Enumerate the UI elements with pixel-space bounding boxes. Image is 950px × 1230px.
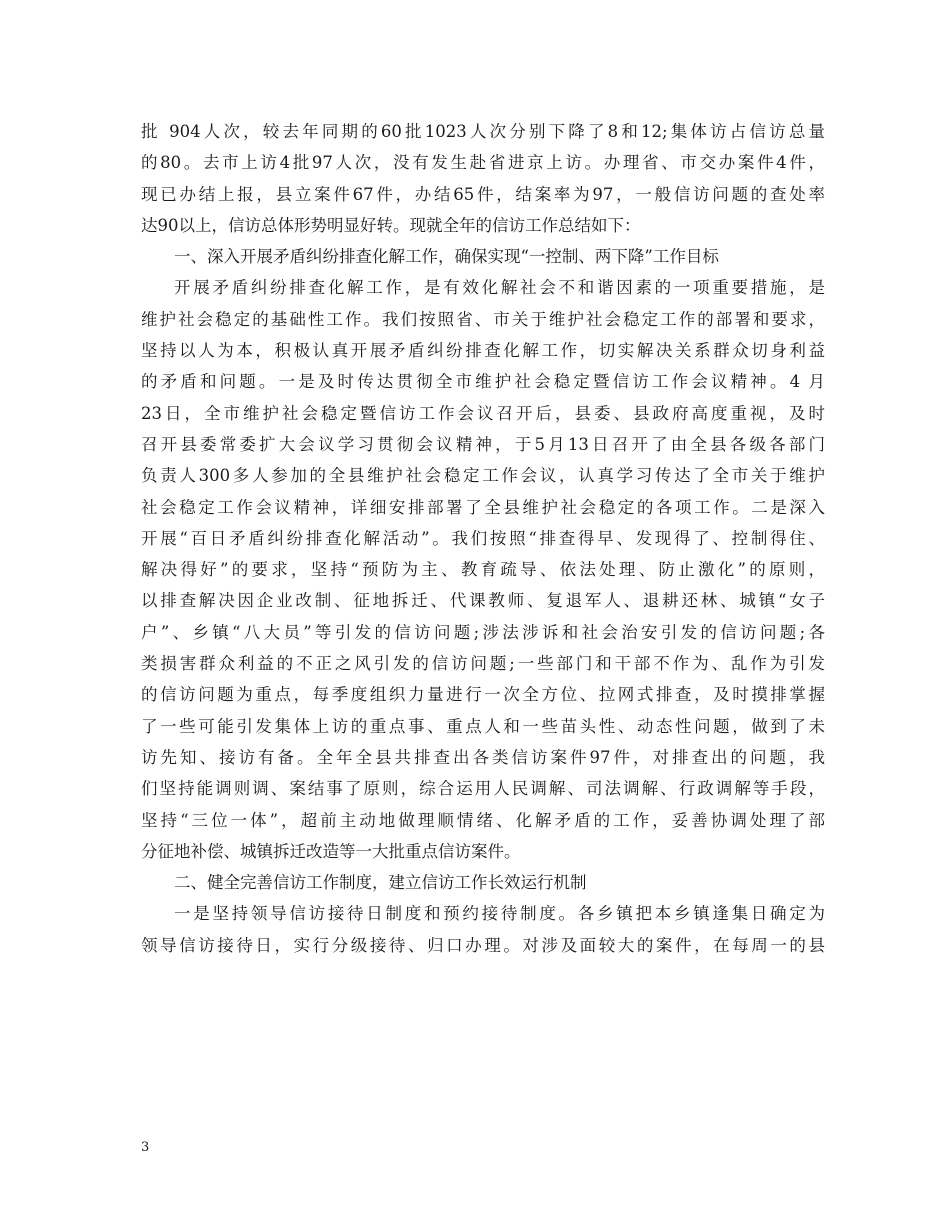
text-line: 现已办结上报，县立案件67件，办结65件，结案率为97，一般信访问题的查处率 xyxy=(141,184,825,204)
text-line: 开展“百日矛盾纠纷排查化解活动”。我们按照“排查得早、发现得了、控制得住、 xyxy=(141,528,825,548)
text-line: 23日，全市维护社会稳定暨信访工作会议召开后，县委、县政府高度重视，及时 xyxy=(141,403,825,423)
text-line: 坚持“三位一体”，超前主动地做理顺情绪、化解矛盾的工作，妥善协调处理了部 xyxy=(141,810,825,830)
text-line: 访先知、接访有备。全年全县共排查出各类信访案件97件，对排查出的问题，我 xyxy=(141,747,825,767)
text-line: 负责人300多人参加的全县维护社会稳定工作会议，认真学习传达了全市关于维护 xyxy=(141,466,825,486)
text-line: 坚持以人为本，积极认真开展矛盾纠纷排查化解工作，切实解决关系群众切身利益 xyxy=(141,341,825,361)
text-line: 的80。去市上访4批97人次，没有发生赴省进京上访。办理省、市交办案件4件， xyxy=(141,153,825,173)
text-line: 批 904人次，较去年同期的60批1023人次分别下降了8和12;集体访占信访总量 xyxy=(141,122,825,141)
text-line: 解决得好”的要求，坚持“预防为主、教育疏导、依法处理、防止激化”的原则， xyxy=(141,560,825,580)
text-line: 维护社会稳定的基础性工作。我们按照省、市关于维护社会稳定工作的部署和要求， xyxy=(141,309,825,329)
text-line: 类损害群众利益的不正之风引发的信访问题;一些部门和干部不作为、乱作为引发 xyxy=(141,654,825,674)
text-line: 分征地补偿、城镇拆迁改造等一大批重点信访案件。 xyxy=(141,841,521,861)
document-body xyxy=(141,116,825,961)
text-line: 开展矛盾纠纷排查化解工作，是有效化解社会不和谐因素的一项重要措施，是 xyxy=(174,278,825,298)
text-line: 召开县委常委扩大会议学习贯彻会议精神，于5月13日召开了由全县各级各部门 xyxy=(141,434,825,454)
text-line: 二、健全完善信访工作制度，建立信访工作长效运行机制 xyxy=(174,873,587,893)
text-line: 领导信访接待日，实行分级接待、归口办理。对涉及面较大的案件，在每周一的县 xyxy=(141,935,825,955)
text-line: 户”、乡镇“八大员”等引发的信访问题;涉法涉诉和社会治安引发的信访问题;各 xyxy=(141,622,825,642)
text-line: 达90以上，信访总体形势明显好转。现就全年的信访工作总结如下： xyxy=(141,215,641,235)
text-line: 社会稳定工作会议精神，详细安排部署了全县维护社会稳定的各项工作。二是深入 xyxy=(141,497,825,517)
page-number: 3 xyxy=(141,1140,150,1155)
text-line: 一、深入开展矛盾纠纷排查化解工作，确保实现“一控制、两下降”工作目标 xyxy=(174,247,719,267)
text-line: 一是坚持领导信访接待日制度和预约接待制度。各乡镇把本乡镇逢集日确定为 xyxy=(174,904,825,924)
text-line: 们坚持能调则调、案结事了原则，综合运用人民调解、司法调解、行政调解等手段， xyxy=(141,779,825,799)
text-line: 的信访问题为重点，每季度组织力量进行一次全方位、拉网式排查，及时摸排掌握 xyxy=(141,685,825,705)
text-line: 的矛盾和问题。一是及时传达贯彻全市维护社会稳定暨信访工作会议精神。4 月 xyxy=(141,372,825,392)
text-line: 以排查解决因企业改制、征地拆迁、代课教师、复退军人、退耕还林、城镇“女子 xyxy=(141,591,825,611)
text-line: 了一些可能引发集体上访的重点事、重点人和一些苗头性、动态性问题，做到了未 xyxy=(141,716,825,736)
